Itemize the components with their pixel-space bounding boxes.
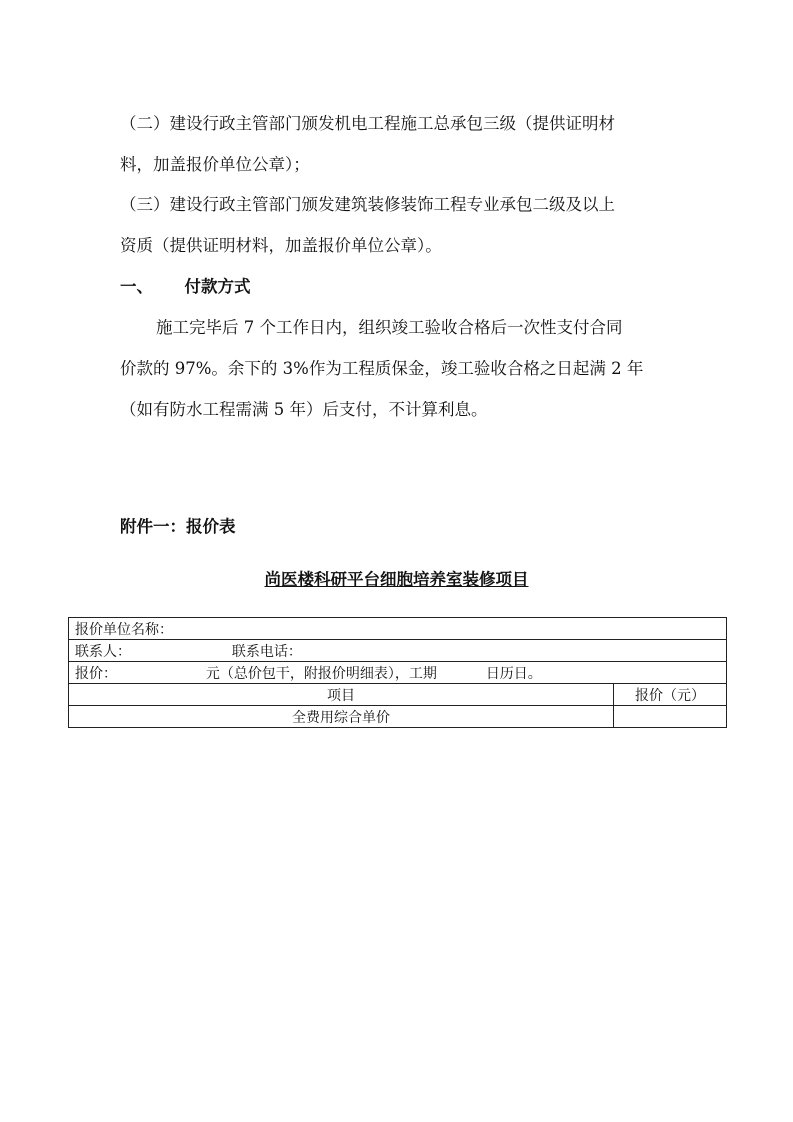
table-header-row xyxy=(69,684,727,706)
price-cell xyxy=(69,662,727,684)
price-days: 日历日。 xyxy=(485,665,542,682)
price-text: 元（总价包干，附报价明细表），工期 xyxy=(205,665,437,682)
paragraph-qualification-3-line2: 资质（提供证明材料，加盖报价单位公章）。 xyxy=(120,236,442,255)
phone-label: 联系电话： xyxy=(231,643,302,660)
header-price: 报价（元） xyxy=(614,684,727,706)
table-row xyxy=(69,618,727,640)
item-cell: 全费用综合单价 xyxy=(69,706,614,728)
paragraph-payment-line3: （如有防水工程需满 5 年）后支付，不计算利息。 xyxy=(120,400,488,419)
table-row xyxy=(69,640,727,662)
quote-table xyxy=(68,617,727,728)
header-item: 项目 xyxy=(69,684,614,706)
price-label: 报价： xyxy=(75,665,117,682)
paragraph-qualification-2-line1: （二）建设行政主管部门颁发机电工程施工总承包三级（提供证明材 xyxy=(120,114,615,133)
paragraph-payment-line2: 价款的 97%。余下的 3%作为工程质保金，竣工验收合格之日起满 2 年 xyxy=(120,359,644,378)
paragraph-payment-line1: 施工完毕后 7 个工作日内，组织竣工验收合格后一次性支付合同 xyxy=(156,318,623,337)
section-number: 一、 xyxy=(120,277,153,296)
item-price-cell xyxy=(614,706,727,728)
paragraph-qualification-3-line1: （三）建设行政主管部门颁发建筑装修装饰工程专业承包二级及以上 xyxy=(120,195,615,214)
unit-name-label: 报价单位名称： xyxy=(75,621,173,638)
paragraph-qualification-2-line2: 料，加盖报价单位公章）； xyxy=(120,155,310,174)
section-heading-payment xyxy=(120,273,690,297)
contact-label: 联系人： xyxy=(75,643,131,660)
quote-table-title: 尚医楼科研平台细胞培养室装修项目 xyxy=(264,570,529,589)
section-title: 付款方式 xyxy=(184,277,251,296)
table-row xyxy=(69,706,727,728)
contact-cell xyxy=(69,640,727,662)
attachment-heading: 附件一：报价表 xyxy=(120,517,236,536)
unit-name-cell xyxy=(69,618,727,640)
table-row xyxy=(69,662,727,684)
